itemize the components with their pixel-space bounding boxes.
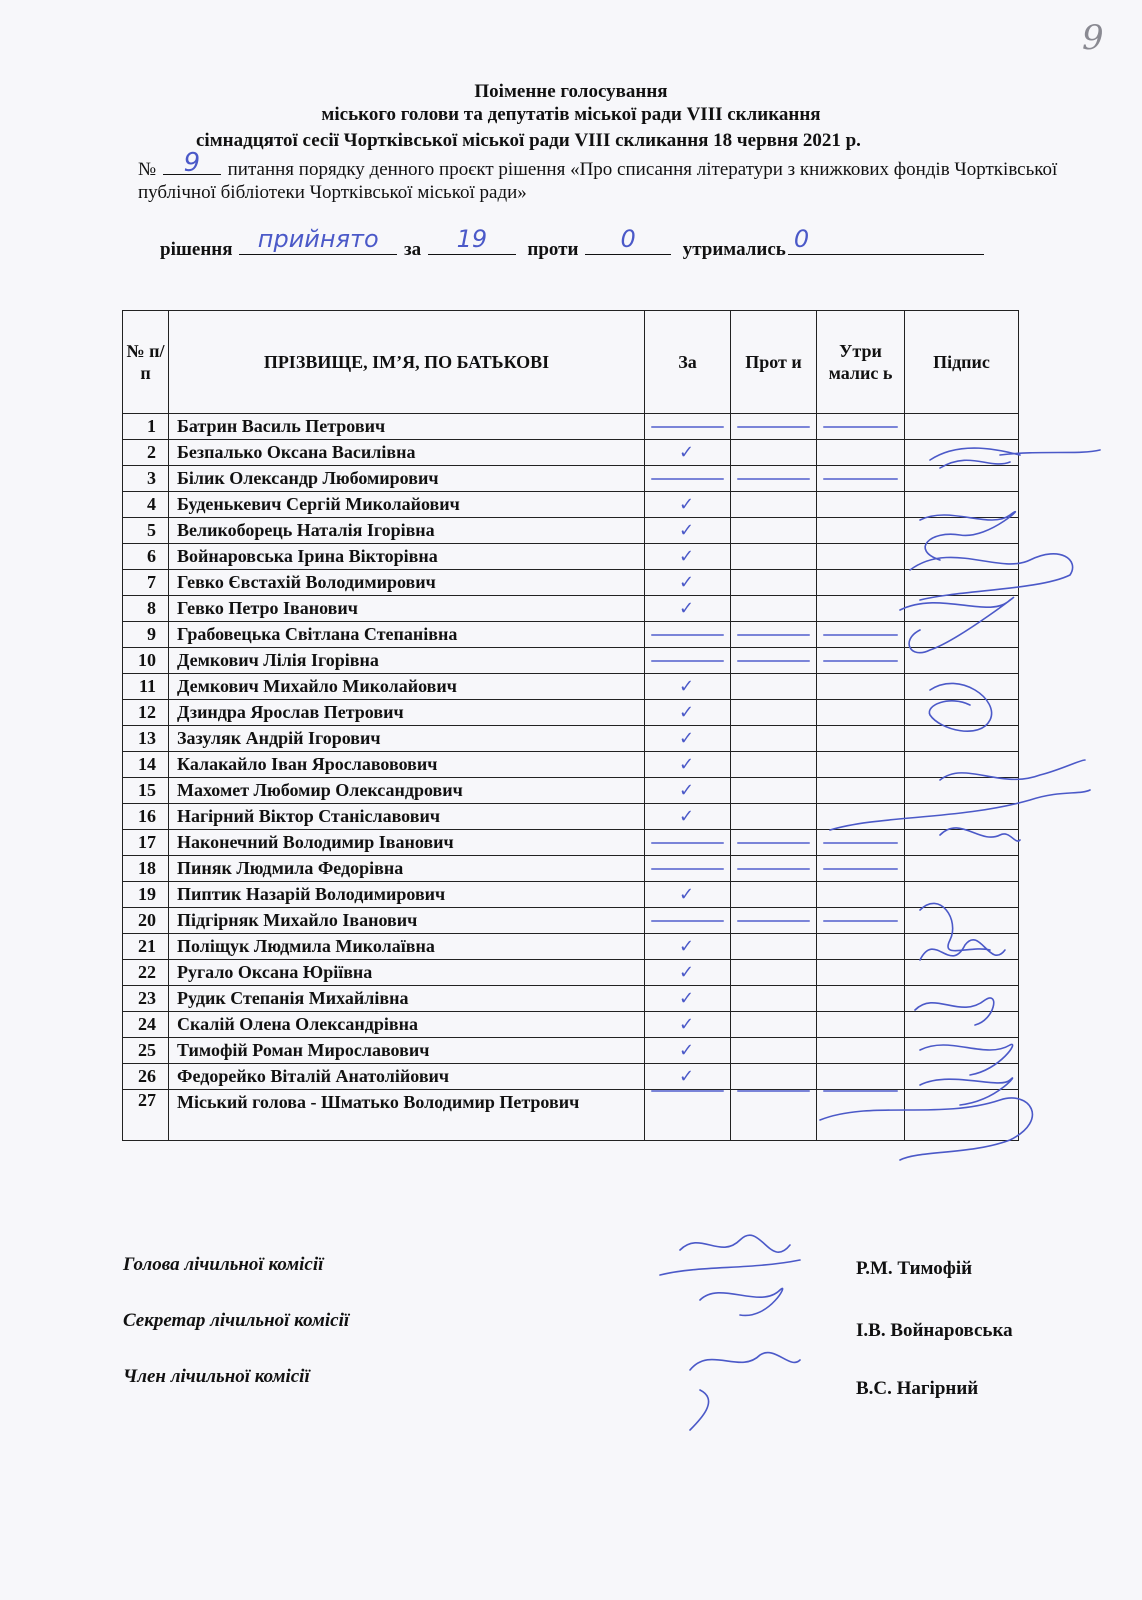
checkmark-icon: ✓: [679, 598, 695, 619]
table-row: [123, 440, 1019, 466]
checkmark-icon: ✓: [679, 936, 695, 957]
dash-mark: [737, 634, 810, 636]
row-number: 2: [123, 440, 169, 466]
dash-mark: [651, 660, 724, 662]
vote-abstained-cell: [817, 1038, 905, 1064]
table-row: [123, 1038, 1019, 1064]
signature-cell: [905, 882, 1019, 908]
row-number: 1: [123, 414, 169, 440]
vote-for-cell: [645, 804, 731, 830]
signature-cell: [905, 648, 1019, 674]
vote-abstained-cell: [817, 908, 905, 934]
vote-for-cell: [645, 934, 731, 960]
table-row: [123, 986, 1019, 1012]
signature-cell: [905, 622, 1019, 648]
row-name: Пиптик Назарій Володимирович: [169, 882, 645, 908]
row-number: 20: [123, 908, 169, 934]
dash-mark: [651, 478, 724, 480]
vote-against-cell: [731, 700, 817, 726]
row-name: Рудик Степанія Михайлівна: [169, 986, 645, 1012]
document-subtitle: міського голови та депутатів міської ради VIII скликання: [321, 104, 821, 125]
vote-abstained-cell: [817, 700, 905, 726]
vote-abstained-cell: [817, 622, 905, 648]
row-name: Калакайло Іван Ярославовович: [169, 752, 645, 778]
signature-member: [690, 1353, 800, 1430]
vote-abstained-cell: [817, 1012, 905, 1038]
abstained-value: 0: [793, 225, 810, 253]
vote-against-cell: [731, 414, 817, 440]
checkmark-icon: ✓: [679, 520, 695, 541]
row-name: Зазуляк Андрій Ігорович: [169, 726, 645, 752]
vote-abstained-cell: [817, 466, 905, 492]
signature-cell: [905, 544, 1019, 570]
row-name: Наконечний Володимир Іванович: [169, 830, 645, 856]
dash-mark: [737, 868, 810, 870]
table-row: [123, 1012, 1019, 1038]
against-value: 0: [620, 225, 636, 253]
signature-cell: [905, 778, 1019, 804]
vote-for-cell: [645, 492, 731, 518]
row-number: 19: [123, 882, 169, 908]
vote-for-cell: [645, 674, 731, 700]
row-number: 3: [123, 466, 169, 492]
row-name: Буденькевич Сергій Миколайович: [169, 492, 645, 518]
document-header: [0, 80, 1142, 151]
signature-cell: [905, 752, 1019, 778]
against-blank: [585, 225, 671, 255]
vote-abstained-cell: [817, 778, 905, 804]
against-label: проти: [527, 239, 579, 260]
vote-against-cell: [731, 778, 817, 804]
row-number: 16: [123, 804, 169, 830]
vote-for-cell: [645, 518, 731, 544]
vote-for-cell: [645, 1038, 731, 1064]
chair-role: Голова лічильної комісії: [123, 1254, 324, 1275]
vote-against-cell: [731, 804, 817, 830]
for-value: 19: [456, 225, 488, 253]
header-abstained: Утри малис ь: [817, 311, 905, 414]
row-name: Підгірняк Михайло Іванович: [169, 908, 645, 934]
vote-for-cell: [645, 1064, 731, 1090]
table-row: [123, 960, 1019, 986]
dash-mark: [823, 634, 898, 636]
vote-table-body: [123, 414, 1019, 1141]
row-name: Гевко Петро Іванович: [169, 596, 645, 622]
signature-cell: [905, 466, 1019, 492]
vote-against-cell: [731, 466, 817, 492]
table-row: [123, 544, 1019, 570]
checkmark-icon: ✓: [679, 1040, 695, 1061]
checkmark-icon: ✓: [679, 1014, 695, 1035]
row-number: 5: [123, 518, 169, 544]
row-name: Махомет Любомир Олександрович: [169, 778, 645, 804]
table-row: [123, 882, 1019, 908]
row-name: Демкович Михайло Миколайович: [169, 674, 645, 700]
vote-against-cell: [731, 440, 817, 466]
header-signature: Підпис: [905, 311, 1019, 414]
row-number: 18: [123, 856, 169, 882]
vote-abstained-cell: [817, 830, 905, 856]
signature-cell: [905, 830, 1019, 856]
vote-abstained-cell: [817, 518, 905, 544]
dash-mark: [823, 868, 898, 870]
signature-cell: [905, 414, 1019, 440]
decision-label: рішення: [160, 239, 233, 260]
row-number: 8: [123, 596, 169, 622]
dash-mark: [651, 920, 724, 922]
row-name: Гевко Євстахій Володимирович: [169, 570, 645, 596]
vote-against-cell: [731, 1090, 817, 1141]
table-row: [123, 752, 1019, 778]
vote-for-cell: [645, 700, 731, 726]
vote-against-cell: [731, 1012, 817, 1038]
checkmark-icon: ✓: [679, 806, 695, 827]
vote-against-cell: [731, 1064, 817, 1090]
row-number: 21: [123, 934, 169, 960]
vote-for-cell: [645, 1012, 731, 1038]
signature-cell: [905, 934, 1019, 960]
vote-for-cell: [645, 752, 731, 778]
vote-abstained-cell: [817, 674, 905, 700]
decision-blank: [239, 225, 397, 255]
question-text: питання порядку денного проєкт рішення «Про списання літератури з книжкових фондів Чортківської публічної бібліотеки Чортківської міської ради»: [138, 159, 1058, 203]
checkmark-icon: ✓: [679, 884, 695, 905]
vote-abstained-cell: [817, 1090, 905, 1141]
vote-abstained-cell: [817, 648, 905, 674]
vote-against-cell: [731, 544, 817, 570]
row-number: 26: [123, 1064, 169, 1090]
question-number-label: №: [138, 159, 157, 180]
table-row: [123, 622, 1019, 648]
vote-for-cell: [645, 830, 731, 856]
signature-cell: [905, 700, 1019, 726]
vote-against-cell: [731, 596, 817, 622]
row-name: Грабовецька Світлана Степанівна: [169, 622, 645, 648]
vote-against-cell: [731, 726, 817, 752]
vote-against-cell: [731, 1038, 817, 1064]
signature-secretary: [700, 1288, 783, 1315]
table-row: [123, 934, 1019, 960]
vote-for-cell: [645, 726, 731, 752]
checkmark-icon: ✓: [679, 442, 695, 463]
row-name: Поліщук Людмила Миколаївна: [169, 934, 645, 960]
row-name: Безпалько Оксана Василівна: [169, 440, 645, 466]
vote-against-cell: [731, 648, 817, 674]
row-name: Пиняк Людмила Федорівна: [169, 856, 645, 882]
row-number: 6: [123, 544, 169, 570]
vote-against-cell: [731, 856, 817, 882]
vote-abstained-cell: [817, 596, 905, 622]
table-row: [123, 414, 1019, 440]
member-name: В.С. Нагірний: [856, 1378, 979, 1399]
vote-against-cell: [731, 752, 817, 778]
vote-against-cell: [731, 622, 817, 648]
dash-mark: [737, 426, 810, 428]
row-name: Батрин Василь Петрович: [169, 414, 645, 440]
checkmark-icon: ✓: [679, 962, 695, 983]
question-line: [138, 148, 1098, 204]
vote-against-cell: [731, 492, 817, 518]
signature-cell: [905, 1090, 1019, 1141]
vote-abstained-cell: [817, 544, 905, 570]
signature-cell: [905, 1064, 1019, 1090]
row-number: 11: [123, 674, 169, 700]
checkmark-icon: ✓: [679, 572, 695, 593]
table-row: [123, 596, 1019, 622]
checkmark-icon: ✓: [679, 754, 695, 775]
decision-line: [160, 225, 1060, 261]
table-row: [123, 492, 1019, 518]
vote-for-cell: [645, 596, 731, 622]
vote-for-cell: [645, 882, 731, 908]
dash-mark: [737, 1090, 810, 1092]
for-label: за: [404, 239, 422, 260]
signature-cell: [905, 674, 1019, 700]
table-row: [123, 466, 1019, 492]
row-number: 24: [123, 1012, 169, 1038]
row-name: Великоборець Наталія Ігорівна: [169, 518, 645, 544]
table-row: [123, 830, 1019, 856]
table-row: [123, 518, 1019, 544]
table-row: [123, 648, 1019, 674]
row-name: Білик Олександр Любомирович: [169, 466, 645, 492]
vote-against-cell: [731, 518, 817, 544]
vote-abstained-cell: [817, 934, 905, 960]
row-name: Ругало Оксана Юріївна: [169, 960, 645, 986]
row-number: 23: [123, 986, 169, 1012]
vote-for-cell: [645, 570, 731, 596]
checkmark-icon: ✓: [679, 780, 695, 801]
dash-mark: [737, 920, 810, 922]
vote-for-cell: [645, 440, 731, 466]
table-row: [123, 804, 1019, 830]
vote-for-cell: [645, 986, 731, 1012]
dash-mark: [823, 478, 898, 480]
signature-cell: [905, 726, 1019, 752]
session-line: сімнадцятої сесії Чортківської міської ради VIII скликання 18 червня 2021 р.: [196, 130, 861, 151]
dash-mark: [823, 426, 898, 428]
table-row: [123, 570, 1019, 596]
signature-cell: [905, 986, 1019, 1012]
chair-name: Р.М. Тимофій: [856, 1258, 973, 1279]
signature-cell: [905, 856, 1019, 882]
dash-mark: [823, 842, 898, 844]
table-row: [123, 700, 1019, 726]
row-number: 14: [123, 752, 169, 778]
dash-mark: [651, 426, 724, 428]
row-name: Нагірний Віктор Станіславович: [169, 804, 645, 830]
checkmark-icon: ✓: [679, 702, 695, 723]
row-number: 22: [123, 960, 169, 986]
vote-for-cell: [645, 856, 731, 882]
row-name: Скалій Олена Олександрівна: [169, 1012, 645, 1038]
dash-mark: [651, 842, 724, 844]
checkmark-icon: ✓: [679, 676, 695, 697]
vote-against-cell: [731, 882, 817, 908]
vote-against-cell: [731, 830, 817, 856]
vote-abstained-cell: [817, 960, 905, 986]
signature-cell: [905, 804, 1019, 830]
row-name: Дзиндра Ярослав Петрович: [169, 700, 645, 726]
vote-for-cell: [645, 778, 731, 804]
signature-cell: [905, 570, 1019, 596]
signature-chair: [660, 1235, 800, 1275]
vote-for-cell: [645, 466, 731, 492]
vote-for-cell: [645, 648, 731, 674]
row-name: Войнаровська Ірина Вікторівна: [169, 544, 645, 570]
vote-abstained-cell: [817, 440, 905, 466]
vote-for-cell: [645, 622, 731, 648]
vote-abstained-cell: [817, 726, 905, 752]
vote-for-cell: [645, 414, 731, 440]
row-number: 12: [123, 700, 169, 726]
secretary-role: Секретар лічильної комісії: [123, 1310, 350, 1331]
secretary-name: І.В. Войнаровська: [856, 1320, 1013, 1341]
vote-for-cell: [645, 960, 731, 986]
row-number: 7: [123, 570, 169, 596]
vote-abstained-cell: [817, 804, 905, 830]
signature-cell: [905, 908, 1019, 934]
row-name: Федорейко Віталій Анатолійович: [169, 1064, 645, 1090]
signature-cell: [905, 1038, 1019, 1064]
decision-value: прийнято: [257, 225, 379, 253]
table-row: [123, 908, 1019, 934]
dash-mark: [651, 1090, 724, 1092]
row-number: 9: [123, 622, 169, 648]
dash-mark: [737, 478, 810, 480]
vote-against-cell: [731, 908, 817, 934]
page-number: 9: [1082, 18, 1104, 58]
row-number: 13: [123, 726, 169, 752]
vote-for-cell: [645, 544, 731, 570]
table-header-row: [123, 311, 1019, 414]
header-against: Прот и: [731, 311, 817, 414]
vote-against-cell: [731, 674, 817, 700]
vote-against-cell: [731, 570, 817, 596]
vote-abstained-cell: [817, 1064, 905, 1090]
vote-abstained-cell: [817, 492, 905, 518]
table-row: [123, 856, 1019, 882]
table-row: [123, 726, 1019, 752]
dash-mark: [737, 660, 810, 662]
checkmark-icon: ✓: [679, 988, 695, 1009]
header-name: ПРІЗВИЩЕ, ІМ’Я, ПО БАТЬКОВІ: [169, 311, 645, 414]
vote-abstained-cell: [817, 882, 905, 908]
vote-abstained-cell: [817, 570, 905, 596]
signature-cell: [905, 440, 1019, 466]
checkmark-icon: ✓: [679, 728, 695, 749]
dash-mark: [651, 868, 724, 870]
row-number: 17: [123, 830, 169, 856]
document-title: Поіменне голосування: [474, 81, 668, 102]
row-number: 25: [123, 1038, 169, 1064]
abstained-blank: [788, 225, 984, 255]
dash-mark: [823, 920, 898, 922]
table-row: [123, 778, 1019, 804]
row-number: 10: [123, 648, 169, 674]
signature-cell: [905, 492, 1019, 518]
dash-mark: [737, 842, 810, 844]
vote-abstained-cell: [817, 752, 905, 778]
dash-mark: [823, 1090, 898, 1092]
checkmark-icon: ✓: [679, 1066, 695, 1087]
vote-for-cell: [645, 908, 731, 934]
signature-cell: [905, 1012, 1019, 1038]
row-number: 27: [123, 1090, 169, 1141]
dash-mark: [651, 634, 724, 636]
vote-abstained-cell: [817, 986, 905, 1012]
vote-for-cell: [645, 1090, 731, 1141]
checkmark-icon: ✓: [679, 546, 695, 567]
vote-against-cell: [731, 934, 817, 960]
vote-abstained-cell: [817, 414, 905, 440]
abstained-label: утримались: [682, 239, 786, 260]
for-blank: [428, 225, 516, 255]
header-for: За: [645, 311, 731, 414]
header-number: № п/п: [123, 311, 169, 414]
row-number: 15: [123, 778, 169, 804]
signature-cell: [905, 596, 1019, 622]
vote-against-cell: [731, 960, 817, 986]
table-row: [123, 1090, 1019, 1141]
signature-cell: [905, 960, 1019, 986]
row-number: 4: [123, 492, 169, 518]
vote-against-cell: [731, 986, 817, 1012]
vote-table: [122, 310, 1019, 1141]
table-row: [123, 674, 1019, 700]
row-name: Демкович Лілія Ігорівна: [169, 648, 645, 674]
dash-mark: [823, 660, 898, 662]
checkmark-icon: ✓: [679, 494, 695, 515]
question-number-handwritten: 9: [183, 148, 201, 178]
question-number-blank: [163, 148, 221, 178]
row-name: Тимофій Роман Мирославович: [169, 1038, 645, 1064]
table-row: [123, 1064, 1019, 1090]
signature-cell: [905, 518, 1019, 544]
vote-abstained-cell: [817, 856, 905, 882]
member-role: Член лічильної комісії: [123, 1366, 310, 1387]
row-name: Міський голова - Шматько Володимир Петрович: [169, 1090, 645, 1141]
